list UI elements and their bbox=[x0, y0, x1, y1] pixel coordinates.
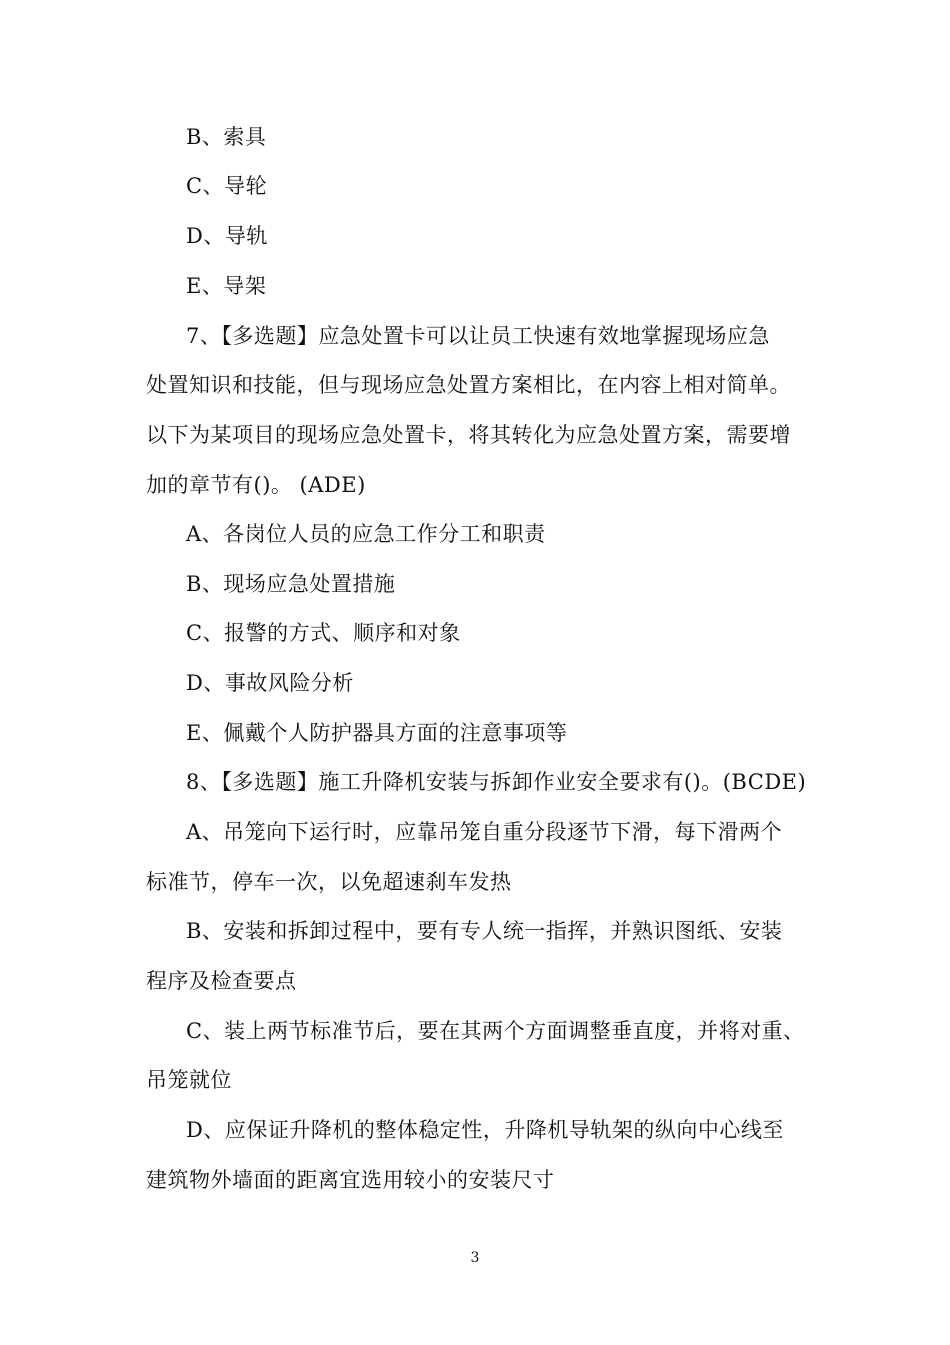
question-8-line: 8、【多选题】施工升降机安装与拆卸作业安全要求有()。(BCDE) bbox=[186, 770, 807, 794]
q8-option-a-line-1: A、吊笼向下运行时，应靠吊笼自重分段逐节下滑，每下滑两个 bbox=[186, 820, 783, 844]
q8-option-b-line-2: 程序及检查要点 bbox=[146, 969, 297, 993]
q7-option-c: C、报警的方式、顺序和对象 bbox=[186, 621, 461, 645]
q8-option-c-line-1: C、装上两节标准节后，要在其两个方面调整垂直度，并将对重、 bbox=[186, 1019, 805, 1043]
question-7-line-4: 加的章节有()。 (ADE) bbox=[146, 473, 366, 497]
q8-option-c-line-2: 吊笼就位 bbox=[146, 1068, 232, 1092]
option-d-line: D、导轨 bbox=[186, 224, 268, 248]
option-c-line: C、导轮 bbox=[186, 174, 268, 198]
q8-option-a-line-2: 标准节，停车一次，以免超速刹车发热 bbox=[146, 870, 512, 894]
question-7-line-3: 以下为某项目的现场应急处置卡，将其转化为应急处置方案，需要增 bbox=[146, 423, 791, 447]
q7-option-a: A、各岗位人员的应急工作分工和职责 bbox=[186, 522, 546, 546]
q8-option-b-line-1: B、安装和拆卸过程中，要有专人统一指挥，并熟识图纸、安装 bbox=[186, 919, 783, 943]
question-7-line-2: 处置知识和技能，但与现场应急处置方案相比，在内容上相对简单。 bbox=[146, 373, 791, 397]
question-7-line-1: 7、【多选题】应急处置卡可以让员工快速有效地掌握现场应急 bbox=[186, 324, 770, 348]
q7-option-b: B、现场应急处置措施 bbox=[186, 572, 396, 596]
option-b-line: B、索具 bbox=[186, 125, 267, 149]
q8-option-d-line-1: D、应保证升降机的整体稳定性，升降机导轨架的纵向中心线至 bbox=[186, 1118, 784, 1142]
page-number: 3 bbox=[470, 1250, 480, 1266]
q7-option-e: E、佩戴个人防护器具方面的注意事项等 bbox=[186, 721, 568, 745]
option-e-line: E、导架 bbox=[186, 274, 267, 298]
q7-option-d: D、事故风险分析 bbox=[186, 671, 354, 695]
q8-option-d-line-2: 建筑物外墙面的距离宜选用较小的安装尺寸 bbox=[146, 1168, 555, 1192]
